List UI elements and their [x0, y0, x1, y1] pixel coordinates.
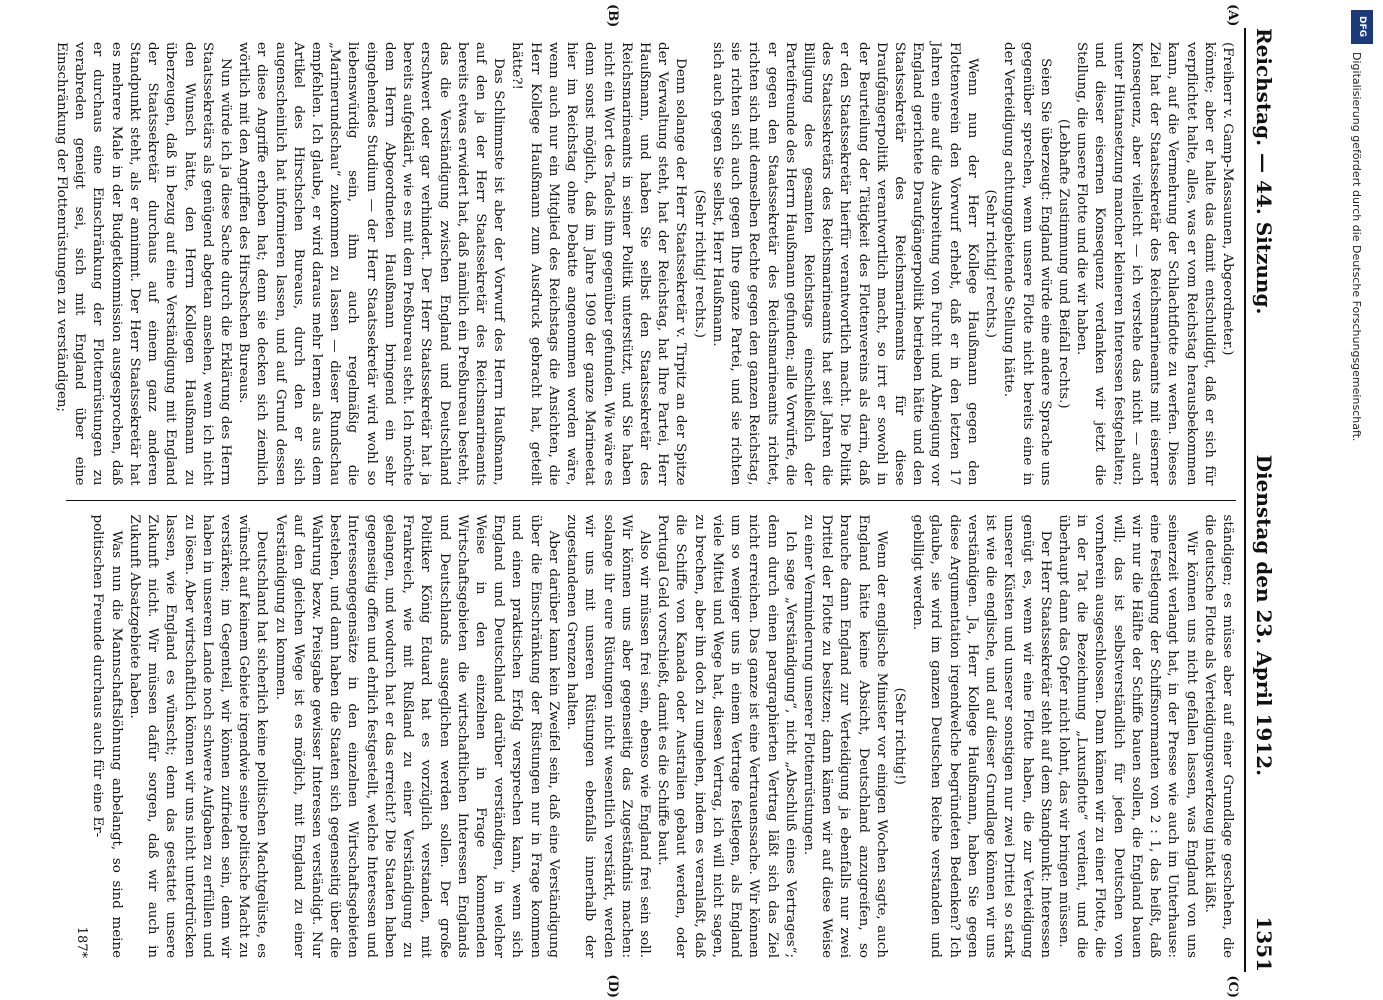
- speaker-line: (Freiherr v. Gamp-Massaunen, Abgeordneter.): [1220, 42, 1235, 356]
- interjection: (Sehr richtig! rechts.): [691, 189, 707, 338]
- header-left: Reichstag. — 44. Sitzung.: [1252, 28, 1276, 315]
- paragraph: Aber darüber kann kein Zweifel sein, daß eine Verständigung über die Einschränkung der Rüstungen nur in Frage kommen und einen praktischen Erfolg versprechen kann, wenn sich England und Deutschland darüber verständigen, in welcher Weise in den einzelnen in Frage kommenden Wirtschaftsgebieten die wirtschaftlichen Interessen Englands und Deutschlands ausgeglichen werden sollen. Der große Politiker König Eduard hat es vorzüglich verstanden, mit Frankreich, wie mit Rußland zu einer Verständigung zu gelangen, und wodurch hat er das erreicht? Die Staaten haben gegenseitig offen und ehrlich festgestellt, welche Interessen und Interessengegensätze in den einzelnen Wirtschaftsgebieten bestehen, und dann haben die Staaten sich gegenseitig über die Wahrung bezw. Preisgabe gewisser Interessen verständigt. Nur auf den gleichen Wege ist es möglich, mit England zu einer Verständigung zu kommen.: [272, 514, 561, 958]
- paragraph: Denn solange der Herr Staatssekretär v. Tirpitz an der Spitze der Verwaltung steht, hat der Reichstag, hat Ihre Partei, Herr Haußmann, und haben Sie selbst den Staatssekretär des Reichsmarineamts in seiner Politik unterstützt, und Sie haben nicht ein Wort des Tadels ihm gegenüber gefunden. Wie wäre es denn sonst möglich, daß im Jahre 1909 der ganze Marineetat hier im Reichstag ohne Debatte angenommen worden wäre, wenn auch nur ein Mitglied des Reichstags die Ansichten, die Herr Kollege Haußmann zum Ausdruck gebracht hat, geteilt hätte?!: [509, 42, 689, 486]
- page-number: 1351: [1252, 916, 1276, 972]
- footnote-marker: 187*: [73, 926, 89, 958]
- right-column: [66, 501, 1236, 973]
- paragraph: Nun würde ich ja diese Sache durch die Erklärung des Herrn Staatssekretärs als genügend abgetan ansehen, wenn ich nicht den Wunsch hätte, den Herrn Kollegen Haußmann zu überzeugen, daß in bezug auf eine Verständigung mit England der Staatssekretär durchaus auf einem ganz anderen Standpunkt steht, als er annimmt. Der Herr Staatssekretär hat es mehrere Male in der Budgetkommission ausgesprochen, daß er durchaus eine Einschränkung der Flottenrüstungen zu verabreden geneigt sei, sich mit England über eine Einschränkung der Flottenrüstungen zu verständigen;: [54, 42, 233, 486]
- paragraph: ständigen; es müsse aber auf einer Grundlage geschehen, die die deutsche Flotte als Verteidigungswerkzeug intakt läßt.: [1201, 514, 1235, 958]
- digitization-credit: [1349, 0, 1377, 1000]
- paragraph: könnte; aber er halte das damit entschuldigt, daß er sich für verpflichtet halte, alles, was er vom Reichstag herausbekommen kann, auf die Vermehrung der Schlachtflotte zu werfen. Dieses Ziel hat der Staatssekretär des Reichsmarineamts mit eiserner Konsequenz, aber vielleicht — ich verstehe das nicht — auch unter Hintansetzung mancher kleineren Interessen festgehalten; und dieser eisernen Konsequenz verdanken wir jetzt die Stellung, die unsere Flotte und die wir haben.: [1074, 42, 1217, 486]
- paragraph: Wir können uns nicht gefallen lassen, was England von uns seinerzeit verlangt hat, in der Presse wie auch im Unterhause: eine Festlegung der Schiffsnormanten von 2 : 1, das heißt, daß wir nur die Hälfte der Schiffe bauen sollen, die England bauen will; das ist selbstverständlich für jeden Deutschen von vornherein ausgeschlossen. Dann kämen wir zu einer Flotte, die in der Tat die Bezeichnung „Luxusflotte“ verdient, und die überhaupt dann das Opfer nicht lohnt, das wir bringen müssen.: [1056, 514, 1199, 958]
- page-header: [1244, 28, 1276, 972]
- left-column: [54, 28, 1236, 501]
- paragraph: Wenn der englische Minister vor einigen Wochen sagte, auch England hätte keine Absicht, Deutschland anzugreifen, so brauche dann England zur Verteidigung ja ebenfalls nur zwei Drittel der Flotte zu besitzen; dann kämen wir auf diese Weise zu einer Verminderung unserer Flottenrüstungen.: [800, 514, 889, 958]
- credit-text: Digitalisierung gefördert durch die Deutsche Forschungsgemeinschaft.: [1350, 52, 1363, 442]
- paragraph: Also wir müssen frei sein, ebenso wie England frei sein soll. Wir können uns aber gegenseitig das Zugeständnis machen: solange ihr eure Rüstungen nicht wesentlich verstärkt, werden wir uns mit unseren Rüstungen ebenfalls innerhalb der zugestandenen Grenzen halten.: [564, 514, 652, 958]
- margin-marker-c: (C): [1225, 975, 1240, 998]
- paragraph: Seien Sie überzeugt: England würde eine andere Sprache uns gegenüber sprechen, wenn unsere Flotte nicht bereits eine in der Verteidigung achtunggebietende Stellung hätte.: [1001, 42, 1053, 486]
- text-columns: [54, 28, 1236, 972]
- paragraph: Der Herr Staatssekretär steht auf dem Standpunkt: Interessen genügt es, wenn wir eine Flotte haben, die zur Verteidigung unserer Küsten und unserer sonstigen nur zwei Drittel so stark ist wie die englische, und auf dieser Grundlage können wir uns verständigen. Ja, Herr Kollege Haußmann, haben Sie gegen diese Argumentation irgendwelche begründeten Bedenken? Ich glaube, sie wird im ganzen Deutschen Reiche verstanden und gebilligt werden.: [910, 514, 1053, 958]
- paragraph: Ich sage „Verständigung“, nicht „Abschluß eines Vertrages“; denn durch einen paragraphierten Vertrag läßt sich das Ziel nicht erreichen. Das ganze ist eine Vertrauenssache. Wir können um so weniger uns in einem Vertrage festlegen, als England viele Mittel und Wege hat, diesen Vertrag, ich will nicht sagen, zu brechen, aber ihn doch zu umgehen, indem es veranlaßt, daß die Schiffe von Kanada oder Australien gebaut werden, oder Portugal Geld vorschießt, damit es die Schiffe baut.: [655, 514, 798, 958]
- margin-marker-a: (A): [1225, 4, 1240, 27]
- paragraph: Was nun die Mannschaftslöhnung anbelangt, so sind meine politischen Freunde durchaus auch für eine Er-: [90, 514, 124, 958]
- margin-marker-d: (D): [605, 974, 620, 998]
- interjection: (Lebhafte Zustimmung und Beifall rechts.): [1056, 118, 1072, 409]
- paragraph: Wenn nun der Herr Kollege Haußmann gegen den Flottenverein den Vorwurf erhebt, daß er in den letzten 17 Jahren eine auf die Ausbreitung von Furcht und Abneigung vor England gerichtete Draufgängerpolitik betrieben hätte und den Staatssekretär des Reichsmarineamts für diese Draufgängerpolitik verantwortlich macht, so irrt er sowohl in der Beurteilung der Tätigkeit des Flottenvereins als darin, daß er den Staatssekretär hierfür verantwortlich macht. Die Politik des Staatssekretärs des Reichsmarineamts hat seit Jahren die Billigung des gesamten Reichstags einschließlich der Parteifreunde des Herrn Haußmann gefunden; alle Vorwürfe, die er gegen den Staatssekretär des Reichsmarineamts richtet, richten sich mit demselben Rechte gegen den ganzen Reichstag, sie richten sich auch gegen Ihre ganze Partei, und sie richten sich auch gegen Sie selbst, Herr Haußmann.: [709, 42, 980, 486]
- interjection: (Sehr richtig!): [892, 687, 908, 785]
- paragraph: Deutschland hat sicherlich keine politischen Machtgelüste, es wünscht auf keinem Gebiete irgendwie seine politische Macht zu verstärken; im Gegenteil, wir können zufrieden sein, denn wir haben in unserem Lande noch schwere Aufgaben zu erfüllen und zu lösen. Aber wirtschaftlich können wir uns nicht unterdrücken lassen, wie England es wünscht; denn das gestattet unsere Zukunft nicht. Wir müssen dafür sorgen, daß wir auch in Zukunft Absatzgebiete haben.: [126, 514, 270, 958]
- margin-marker-b: (B): [605, 4, 620, 28]
- header-center: Dienstag den 23. April 1912.: [1252, 454, 1276, 777]
- paragraph: Das Schlimmste ist aber der Vorwurf des Herrn Haußmann, auf den ja der Herr Staatssekretär des Reichsmarineamts bereits etwas erwidert hat, daß nämlich ein Preßbureau besteht, das die Verständigung zwischen England und Deutschland erschwert oder gar verhindert. Der Herr Staatssekretär hat ja bereits aufgeklärt, wie es mit dem Preßbureau steht. Ich möchte dem Herrn Abgeordneten Haußmann bringend ein sehr eingehendes Studium — der Herr Staatssekretär wird wohl so liebenswürdig sein, ihm auch regelmäßig die „Marinerundschau“ zukommen zu lassen — dieser Rundschau empfehlen. Ich glaube, er wird daraus mehr lernen als aus dem Artikel des Hirschschen Bureaus, durch den er sich augenscheinlich hat informieren lassen, und auf Grund dessen er diese Angriffe erhoben hat; denn sie decken sich ziemlich wörtlich mit den Angriffen des Hirschschen Bureaus.: [236, 42, 507, 486]
- interjection: (Sehr richtig! rechts.): [983, 189, 999, 338]
- dfg-logo: DFG: [1351, 10, 1373, 44]
